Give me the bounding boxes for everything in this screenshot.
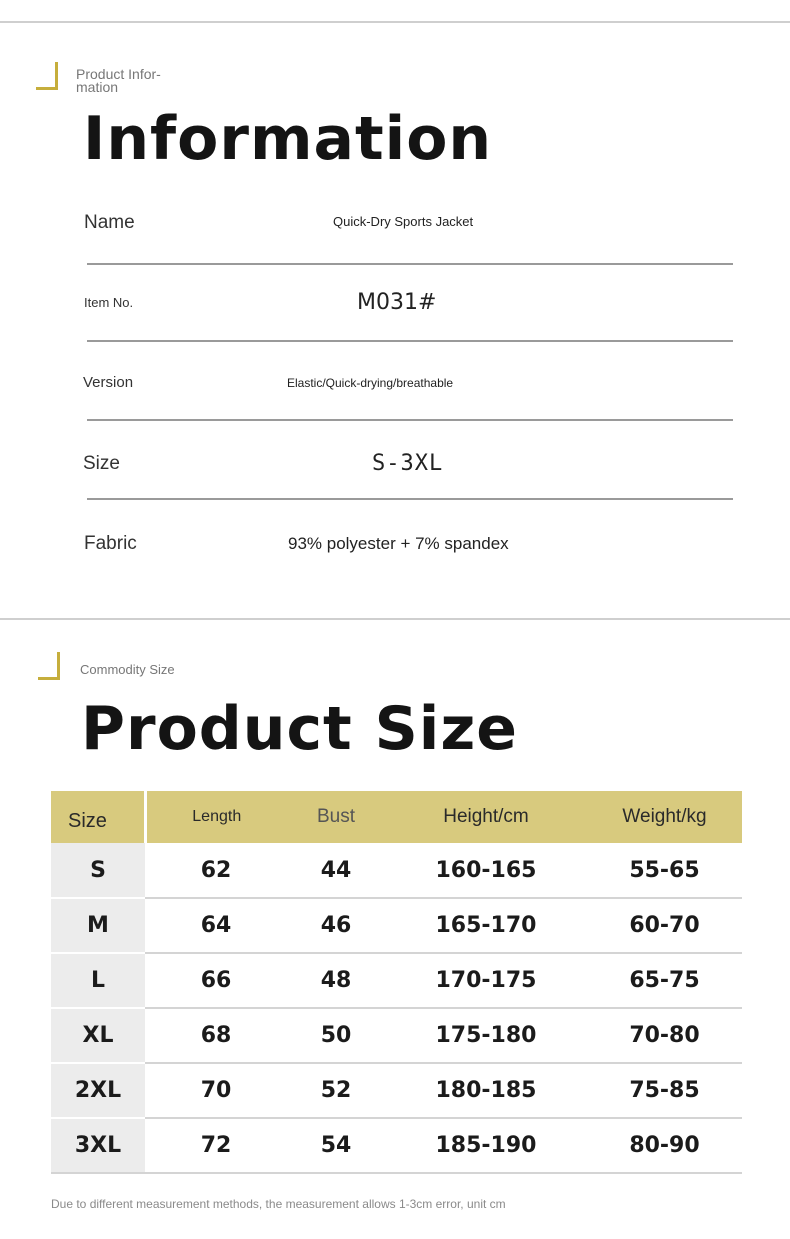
cell-height: 160-165 [385, 843, 587, 898]
col-header-height: Height/cm [385, 791, 587, 843]
cell-height: 175-180 [385, 1008, 587, 1063]
info-value-version: Elastic/Quick-drying/breathable [287, 376, 454, 390]
cell-bust: 54 [287, 1118, 385, 1173]
section-rule [0, 618, 790, 620]
info-divider [87, 263, 733, 265]
info-value-size: S-3XL [372, 451, 444, 476]
info-divider [87, 498, 733, 500]
section-bracket-icon [36, 62, 58, 90]
table-row [51, 898, 742, 953]
info-label-item-no: Item No. [84, 295, 134, 310]
cell-bust: 46 [287, 898, 385, 953]
col-header-size: Size [51, 791, 145, 843]
cell-weight: 80-90 [587, 1118, 742, 1173]
cell-height: 170-175 [385, 953, 587, 1008]
cell-bust: 48 [287, 953, 385, 1008]
info-value-name: Quick-Dry Sports Jacket [333, 214, 474, 229]
col-header-bust: Bust [287, 791, 385, 843]
size-table [51, 791, 742, 1174]
cell-size: 3XL [51, 1118, 145, 1173]
cell-length: 62 [145, 843, 287, 898]
col-header-length: Length [145, 791, 287, 843]
cell-height: 185-190 [385, 1118, 587, 1173]
cell-bust: 50 [287, 1008, 385, 1063]
info-value-item-no: M031# [357, 290, 437, 315]
info-divider [87, 419, 733, 421]
table-header-row [51, 791, 742, 843]
cell-bust: 52 [287, 1063, 385, 1118]
info-label-fabric: Fabric [84, 533, 137, 554]
table-row [51, 1063, 742, 1118]
info-title: Information [83, 104, 493, 174]
cell-weight: 75-85 [587, 1063, 742, 1118]
cell-height: 180-185 [385, 1063, 587, 1118]
table-row [51, 953, 742, 1008]
info-label-name: Name [84, 212, 135, 233]
info-label-version: Version [83, 374, 134, 391]
cell-length: 66 [145, 953, 287, 1008]
info-eyebrow-line1: Product Infor- [76, 66, 161, 82]
info-eyebrow [76, 68, 161, 94]
cell-weight: 60-70 [587, 898, 742, 953]
measurement-footnote: Due to different measurement methods, the measurement allows 1-3cm error, unit cm [51, 1197, 506, 1211]
cell-size: S [51, 843, 145, 898]
cell-weight: 55-65 [587, 843, 742, 898]
table-row [51, 1118, 742, 1173]
cell-size: 2XL [51, 1063, 145, 1118]
cell-height: 165-170 [385, 898, 587, 953]
info-value-fabric: 93% polyester + 7% spandex [288, 534, 509, 553]
cell-weight: 70-80 [587, 1008, 742, 1063]
size-eyebrow: Commodity Size [80, 662, 175, 677]
cell-length: 64 [145, 898, 287, 953]
col-header-weight: Weight/kg [587, 791, 742, 843]
cell-bust: 44 [287, 843, 385, 898]
cell-weight: 65-75 [587, 953, 742, 1008]
table-row [51, 843, 742, 898]
cell-length: 68 [145, 1008, 287, 1063]
table-row [51, 1008, 742, 1063]
size-title: Product Size [81, 694, 518, 764]
cell-length: 70 [145, 1063, 287, 1118]
info-label-size: Size [83, 453, 120, 474]
info-eyebrow-line2: mation [76, 79, 119, 95]
cell-size: M [51, 898, 145, 953]
top-rule [0, 21, 790, 23]
cell-size: L [51, 953, 145, 1008]
cell-length: 72 [145, 1118, 287, 1173]
info-divider [87, 340, 733, 342]
section-bracket-icon [38, 652, 60, 680]
cell-size: XL [51, 1008, 145, 1063]
